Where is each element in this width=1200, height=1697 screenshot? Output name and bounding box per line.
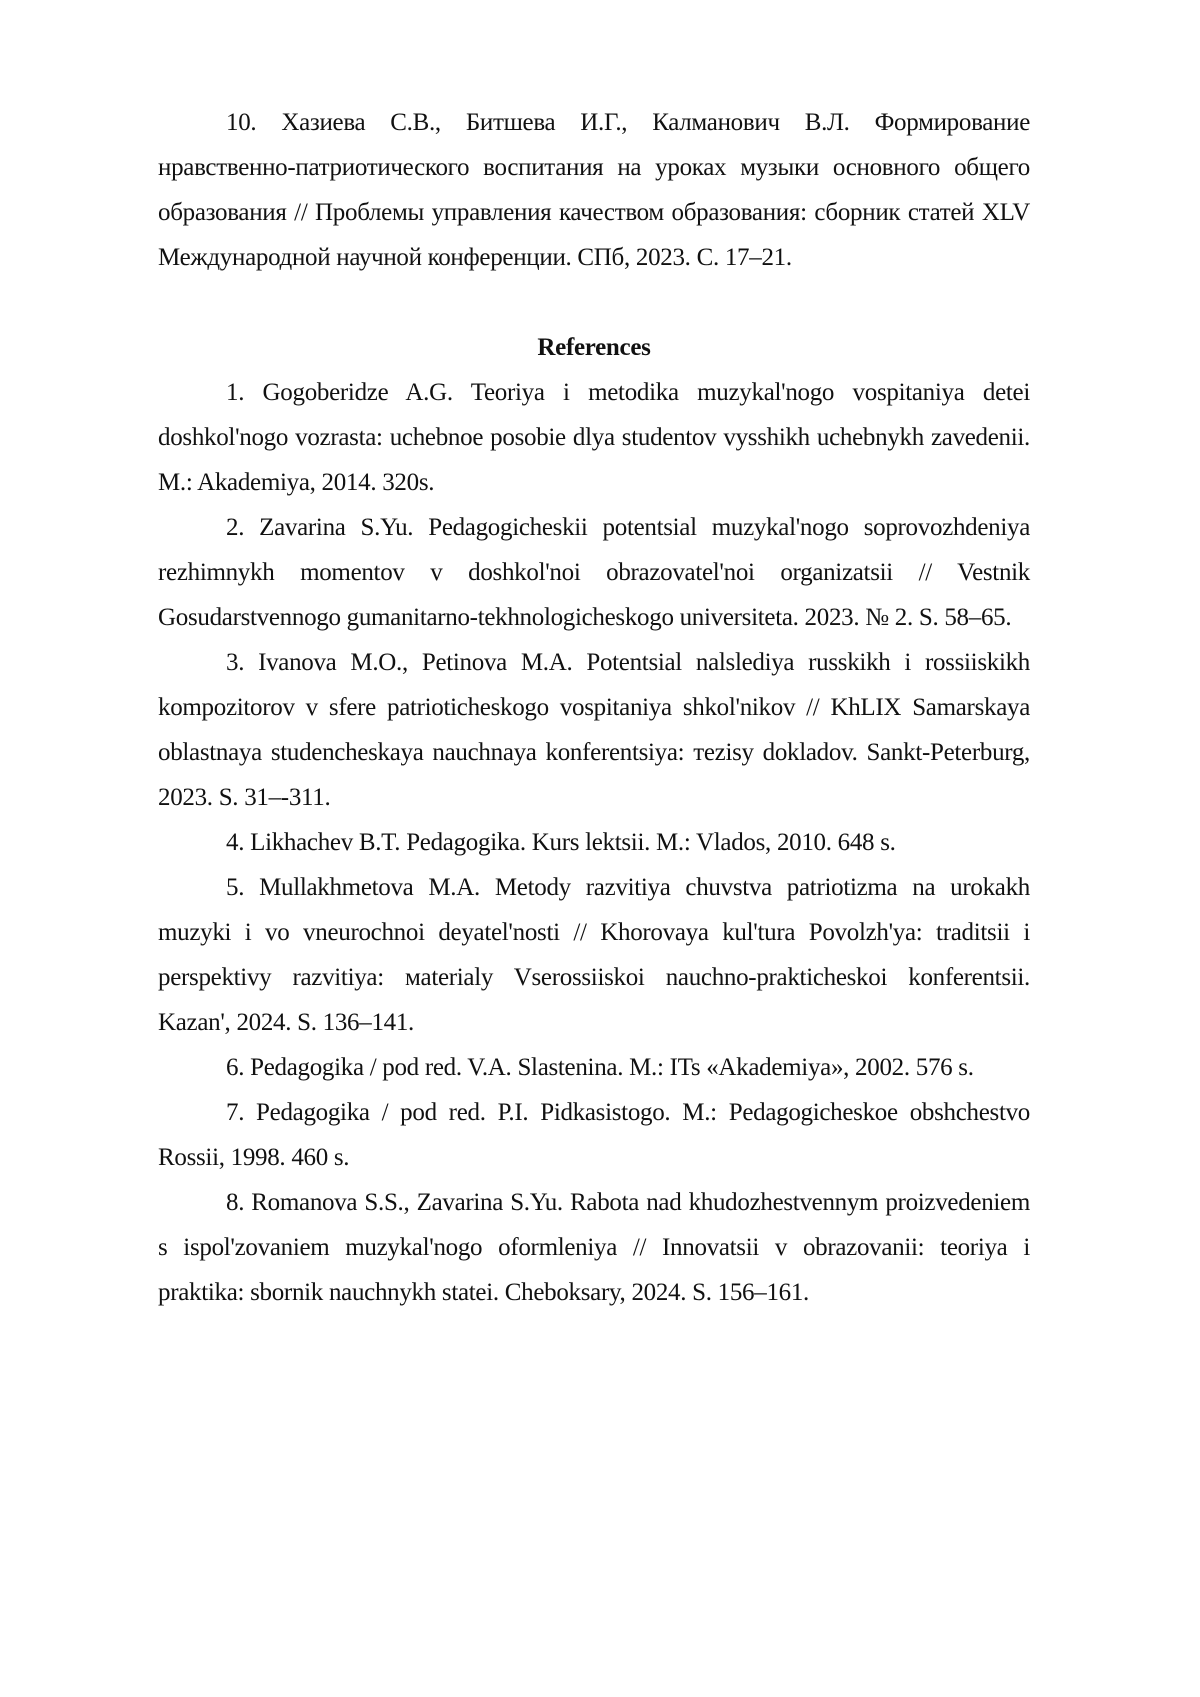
reference-entry: 2. Zavarina S.Yu. Pedagogicheskii potentsial muzykal'nogo soprovozhdeniya rezhimnykh momentov v doshkol'noi obrazovatel'noi organizatsii // Vestnik Gosudarstvennogo gumanitarno-tekhnologicheskogo universiteta. 2023. № 2. S. 58–65. bbox=[158, 505, 1030, 640]
reference-entry: 8. Romanova S.S., Zavarina S.Yu. Rabota nad khudozhestvennym proizvedeniem s ispol'zovaniem muzykal'nogo oformleniya // Innovatsii v obrazovanii: teoriya i praktika: sbornik nauchnykh statei. Cheboksary, 2024. S. 156–161. bbox=[158, 1180, 1030, 1315]
reference-entry: 1. Gogoberidze A.G. Teoriya i metodika muzykal'nogo vospitaniya detei doshkol'nogo vozrasta: uchebnoe posobie dlya studentov vysshikh uchebnykh zavedenii. M.: Akademiya, 2014. 320s. bbox=[158, 370, 1030, 505]
spacer bbox=[158, 280, 1030, 325]
reference-entry-10: 10. Хазиева С.В., Битшева И.Г., Калманович В.Л. Формирование нравственно-патриотического воспитания на уроках музыки основного общего образования // Проблемы управления качеством образования: сборник статей XLV Международной научной конференции. СПб, 2023. С. 17–21. bbox=[158, 100, 1030, 280]
references-heading: References bbox=[158, 325, 1030, 370]
document-page bbox=[158, 100, 1030, 1315]
reference-entry: 5. Mullakhmetova M.A. Metody razvitiya chuvstva patriotizma na urokakh muzyki i vo vneurochnoi deyatel'nosti // Khorovaya kul'tura Povolzh'ya: traditsii i perspektivy razvitiya: мaterialy Vserossiiskoi nauchno-prakticheskoi konferentsii. Kazan', 2024. S. 136–141. bbox=[158, 865, 1030, 1045]
reference-entry: 3. Ivanova M.O., Petinova M.A. Potentsial nalslediya russkikh i rossiiskikh kompozitorov v sfere patrioticheskogo vospitaniya shkol'nikov // KhLIX Samarskaya oblastnaya studencheskaya nauchnaya konferentsiya: тezisy dokladov. Sankt-Peterburg, 2023. S. 31–-311. bbox=[158, 640, 1030, 820]
reference-entry: 4. Likhachev B.T. Pedagogika. Kurs lektsii. M.: Vlados, 2010. 648 s. bbox=[158, 820, 1030, 865]
reference-entry: 7. Pedagogika / pod red. P.I. Pidkasistogo. M.: Pedagogicheskoe obshchestvo Rossii, 1998. 460 s. bbox=[158, 1090, 1030, 1180]
reference-entry: 6. Pedagogika / pod red. V.A. Slastenina. M.: ITs «Akademiya», 2002. 576 s. bbox=[158, 1045, 1030, 1090]
